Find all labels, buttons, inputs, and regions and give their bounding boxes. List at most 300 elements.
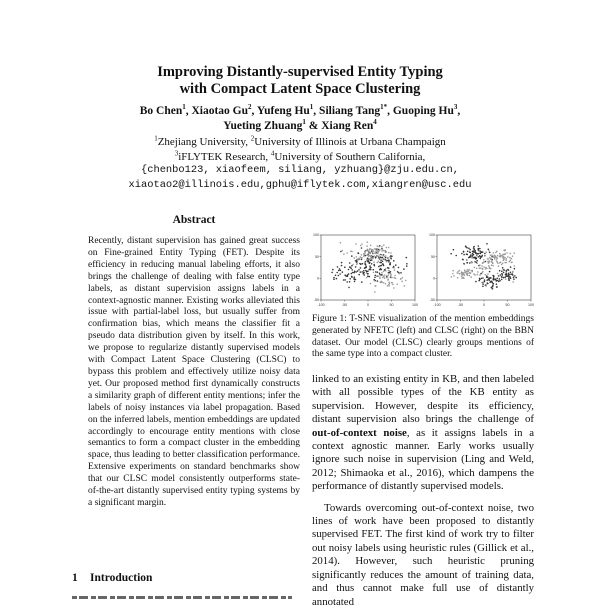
- author-line-1: [0, 104, 600, 119]
- scatter-point: [398, 267, 400, 269]
- scatter-point: [374, 285, 376, 287]
- scatter-point: [484, 281, 486, 283]
- scatter-point: [375, 271, 377, 273]
- scatter-point: [512, 281, 514, 283]
- scatter-point: [492, 263, 494, 265]
- scatter-point: [355, 266, 357, 268]
- affiliation-line-2: [0, 150, 600, 165]
- scatter-point: [388, 267, 390, 269]
- scatter-point: [369, 252, 371, 254]
- scatter-point: [369, 258, 371, 260]
- scatter-point: [487, 276, 489, 278]
- scatter-point: [485, 268, 487, 270]
- scatter-point: [505, 262, 507, 264]
- scatter-point: [493, 279, 495, 281]
- scatter-point: [479, 255, 481, 257]
- scatter-point: [371, 257, 373, 259]
- scatter-point: [374, 275, 376, 277]
- scatter-point: [497, 280, 499, 282]
- scatter-point: [512, 271, 514, 273]
- scatter-point: [480, 267, 482, 269]
- scatter-point: [381, 282, 383, 284]
- scatter-point: [383, 275, 385, 277]
- tsne-scatter-right: [428, 232, 534, 308]
- scatter-point: [387, 279, 389, 281]
- scatter-point: [450, 253, 452, 255]
- scatter-point: [506, 252, 508, 254]
- scatter-point: [495, 252, 497, 254]
- scatter-point: [366, 272, 368, 274]
- scatter-point: [491, 264, 493, 266]
- scatter-point: [464, 272, 466, 274]
- scatter-point: [490, 277, 492, 279]
- scatter-point: [343, 253, 345, 255]
- scatter-point: [347, 274, 349, 276]
- scatter-point: [383, 254, 385, 256]
- scatter-point: [503, 277, 505, 279]
- scatter-point: [386, 261, 388, 263]
- scatter-point: [452, 270, 454, 272]
- affiliation-text: University of Southern California,: [274, 150, 426, 163]
- scatter-point: [381, 246, 383, 248]
- scatter-point: [469, 275, 471, 277]
- scatter-point: [390, 271, 392, 273]
- scatter-point: [476, 254, 478, 256]
- scatter-point: [370, 245, 372, 247]
- scatter-point: [490, 268, 492, 270]
- scatter-point: [354, 281, 356, 283]
- scatter-point: [495, 280, 497, 282]
- scatter-point: [511, 262, 513, 264]
- scatter-point: [501, 271, 503, 273]
- scatter-point: [366, 245, 368, 247]
- scatter-point: [333, 278, 335, 280]
- author-separator: ,: [185, 105, 192, 117]
- scatter-point: [349, 266, 351, 268]
- scatter-point: [508, 278, 510, 280]
- scatter-point: [374, 280, 376, 282]
- author-separator: ,: [251, 105, 257, 117]
- scatter-point: [371, 263, 373, 265]
- scatter-point: [382, 263, 384, 265]
- scatter-point: [487, 282, 489, 284]
- scatter-point: [479, 264, 481, 266]
- scatter-point: [488, 249, 490, 251]
- scatter-point: [482, 283, 484, 285]
- scatter-point: [346, 281, 348, 283]
- scatter-point: [381, 274, 383, 276]
- scatter-point: [491, 254, 493, 256]
- scatter-point: [373, 272, 375, 274]
- scatter-point: [490, 254, 492, 256]
- scatter-point: [388, 270, 390, 272]
- scatter-point: [364, 274, 366, 276]
- scatter-point: [340, 251, 342, 253]
- scatter-point: [363, 272, 365, 274]
- author-name: Xiang Ren: [321, 120, 374, 132]
- scatter-point: [472, 251, 474, 253]
- x-tick-label: -100: [433, 303, 441, 307]
- scatter-point: [508, 276, 510, 278]
- scatter-point: [361, 259, 363, 261]
- scatter-point: [505, 258, 507, 260]
- scatter-point: [356, 264, 358, 266]
- scatter-point: [467, 262, 469, 264]
- scatter-point: [378, 254, 380, 256]
- x-tick-label: -50: [341, 303, 348, 307]
- scatter-point: [376, 255, 378, 257]
- scatter-point: [508, 273, 510, 275]
- author-affiliation-mark: 3: [453, 103, 458, 112]
- author-name: Guoping Hu: [392, 105, 454, 117]
- scatter-point: [350, 267, 352, 269]
- scatter-point: [500, 274, 502, 276]
- scatter-point: [355, 243, 357, 245]
- scatter-point: [360, 271, 362, 273]
- scatter-point: [489, 271, 491, 273]
- scatter-point: [370, 283, 372, 285]
- scatter-point: [404, 285, 406, 287]
- scatter-point: [469, 249, 471, 251]
- scatter-point: [515, 277, 517, 279]
- scatter-point: [380, 256, 382, 258]
- scatter-point: [513, 278, 515, 280]
- scatter-point: [478, 253, 480, 255]
- scatter-point: [367, 250, 369, 252]
- scatter-point: [466, 253, 468, 255]
- scatter-point: [453, 275, 455, 277]
- affiliation-text: iFLYTEK Research,: [178, 150, 271, 163]
- scatter-point: [457, 277, 459, 279]
- scatter-point: [464, 264, 466, 266]
- scatter-point: [368, 256, 370, 258]
- scatter-point: [367, 273, 369, 275]
- scatter-point: [361, 243, 363, 245]
- author-list: [0, 104, 600, 134]
- scatter-point: [374, 255, 376, 257]
- paragraph-text: , as it assigns labels in a context agnostic manner. Early works usually ignore such noise in supervision (Ling and Weld, 2012; Shimaoka et al., 2016), which dampens the performance of distantly supervised models.: [312, 426, 534, 493]
- scatter-point: [469, 273, 471, 275]
- email-line-1: {chenbo123, xiaofeem, siliang, yzhuang}@zju.edu.cn,: [140, 164, 459, 176]
- scatter-point: [480, 251, 482, 253]
- author-affiliation-mark: 1: [309, 103, 314, 112]
- scatter-point: [360, 263, 362, 265]
- scatter-point: [480, 253, 482, 255]
- section-title: Introduction: [90, 572, 153, 584]
- affiliation-mark: 2: [250, 134, 255, 143]
- scatter-point: [492, 265, 494, 267]
- scatter-point: [469, 251, 471, 253]
- scatter-point: [378, 246, 380, 248]
- x-tick-label: 100: [528, 303, 534, 307]
- scatter-point: [496, 278, 498, 280]
- scatter-point: [403, 268, 405, 270]
- scatter-point: [501, 279, 503, 281]
- scatter-point: [393, 260, 395, 262]
- scatter-point: [384, 256, 386, 258]
- scatter-point: [488, 258, 490, 260]
- scatter-point: [349, 278, 351, 280]
- scatter-point: [339, 268, 341, 270]
- scatter-point: [381, 254, 383, 256]
- scatter-point: [465, 245, 467, 247]
- scatter-point: [394, 269, 396, 271]
- scatter-point: [373, 264, 375, 266]
- scatter-point: [495, 257, 497, 259]
- scatter-point: [351, 276, 353, 278]
- scatter-point: [357, 252, 359, 254]
- scatter-point: [367, 241, 369, 243]
- scatter-point: [503, 272, 505, 274]
- scatter-point: [473, 247, 475, 249]
- affiliation-mark: 4: [270, 148, 275, 157]
- scatter-point: [459, 270, 461, 272]
- scatter-point: [474, 251, 476, 253]
- scatter-point: [336, 278, 338, 280]
- scatter-point: [482, 251, 484, 253]
- scatter-point: [479, 248, 481, 250]
- scatter-point: [365, 262, 367, 264]
- scatter-point: [388, 261, 390, 263]
- scatter-point: [459, 273, 461, 275]
- author-affiliation-mark: 2: [248, 103, 252, 112]
- scatter-point: [331, 272, 333, 274]
- scatter-point: [392, 284, 394, 286]
- scatter-point: [354, 270, 356, 272]
- scatter-point: [361, 271, 363, 273]
- scatter-point: [368, 269, 370, 271]
- scatter-point: [507, 256, 509, 258]
- scatter-point: [342, 250, 344, 252]
- scatter-point: [374, 248, 376, 250]
- scatter-point: [509, 257, 511, 259]
- scatter-point: [346, 252, 348, 254]
- scatter-point: [380, 259, 382, 261]
- scatter-point: [386, 247, 388, 249]
- scatter-point: [378, 251, 380, 253]
- scatter-point: [363, 270, 365, 272]
- scatter-point: [391, 282, 393, 284]
- scatter-point: [376, 248, 378, 250]
- scatter-point: [476, 260, 478, 262]
- scatter-point: [475, 281, 477, 283]
- scatter-point: [498, 275, 500, 277]
- scatter-point: [491, 261, 493, 263]
- scatter-point: [351, 251, 353, 253]
- scatter-point: [499, 278, 501, 280]
- scatter-point: [375, 256, 377, 258]
- scatter-point: [476, 268, 478, 270]
- scatter-point: [377, 280, 379, 282]
- scatter-point: [484, 255, 486, 257]
- scatter-point: [468, 257, 470, 259]
- author-separator: ,: [313, 105, 320, 117]
- scatter-point: [381, 272, 383, 274]
- scatter-point: [382, 277, 384, 279]
- scatter-point: [493, 275, 495, 277]
- scatter-point: [389, 264, 391, 266]
- scatter-point: [490, 281, 492, 283]
- scatter-point: [380, 262, 382, 264]
- scatter-point: [462, 259, 464, 261]
- scatter-point: [485, 274, 487, 276]
- y-tick-label: 50: [315, 254, 319, 259]
- x-tick-label: 50: [389, 303, 394, 307]
- scatter-point: [356, 256, 358, 258]
- scatter-point: [366, 254, 368, 256]
- scatter-point: [493, 283, 495, 285]
- author-name: Siliang Tang: [319, 105, 381, 117]
- scatter-point: [485, 285, 487, 287]
- scatter-point: [344, 266, 346, 268]
- scatter-point: [509, 276, 511, 278]
- scatter-point: [498, 265, 500, 267]
- scatter-point: [367, 249, 369, 251]
- author-name: Xiaotao Gu: [191, 105, 249, 117]
- scatter-point: [376, 253, 378, 255]
- scatter-point: [374, 253, 376, 255]
- scatter-point: [497, 273, 499, 275]
- scatter-point: [406, 265, 408, 267]
- scatter-point: [351, 273, 353, 275]
- figure-1: [312, 232, 534, 308]
- scatter-point: [501, 273, 503, 275]
- scatter-point: [335, 275, 337, 277]
- x-tick-label: -50: [457, 303, 464, 307]
- scatter-point: [489, 261, 491, 263]
- scatter-point: [393, 267, 395, 269]
- scatter-point: [479, 274, 481, 276]
- scatter-point: [384, 274, 386, 276]
- scatter-point: [342, 271, 344, 273]
- intro-body-right-column: [312, 373, 534, 609]
- scatter-point: [383, 250, 385, 252]
- scatter-point: [482, 286, 484, 288]
- scatter-point: [509, 279, 511, 281]
- scatter-point: [513, 252, 515, 254]
- tsne-plot-nfetc: [312, 232, 418, 308]
- scatter-point: [383, 258, 385, 260]
- scatter-point: [499, 270, 501, 272]
- scatter-point: [500, 262, 502, 264]
- author-separator: ,: [387, 105, 393, 117]
- scatter-point: [468, 270, 470, 272]
- scatter-point: [339, 273, 341, 275]
- scatter-point: [381, 250, 383, 252]
- scatter-point: [481, 282, 483, 284]
- author-affiliation-mark: 1: [182, 103, 186, 112]
- scatter-point: [509, 261, 511, 263]
- scatter-point: [352, 272, 354, 274]
- scatter-point: [387, 257, 389, 259]
- scatter-point: [390, 273, 392, 275]
- scatter-point: [377, 271, 379, 273]
- scatter-point: [494, 278, 496, 280]
- scatter-point: [400, 272, 402, 274]
- author-affiliation-mark: 4: [373, 118, 377, 127]
- scatter-point: [353, 257, 355, 259]
- scatter-point: [405, 280, 407, 282]
- scatter-point: [388, 285, 390, 287]
- scatter-point: [338, 275, 340, 277]
- scatter-point: [356, 261, 358, 263]
- scatter-point: [476, 263, 478, 265]
- scatter-point: [337, 266, 339, 268]
- scatter-point: [505, 272, 507, 274]
- y-tick-label: -50: [313, 298, 319, 303]
- scatter-point: [379, 273, 381, 275]
- scatter-point: [367, 258, 369, 260]
- scatter-point: [491, 287, 493, 289]
- scatter-point: [387, 285, 389, 287]
- scatter-point: [363, 255, 365, 257]
- scatter-point: [388, 252, 390, 254]
- scatter-point: [368, 253, 370, 255]
- scatter-point: [492, 256, 494, 258]
- scatter-point: [501, 264, 503, 266]
- scatter-point: [505, 274, 507, 276]
- scatter-point: [468, 248, 470, 250]
- scatter-point: [487, 261, 489, 263]
- scatter-point: [382, 261, 384, 263]
- scatter-point: [461, 271, 463, 273]
- scatter-point: [477, 274, 479, 276]
- scatter-point: [380, 282, 382, 284]
- scatter-point: [358, 269, 360, 271]
- scatter-point: [360, 267, 362, 269]
- scatter-point: [360, 245, 362, 247]
- scatter-point: [348, 287, 350, 289]
- scatter-point: [368, 261, 370, 263]
- scatter-point: [384, 277, 386, 279]
- scatter-point: [483, 259, 485, 261]
- scatter-point: [386, 277, 388, 279]
- scatter-point: [487, 273, 489, 275]
- scatter-point: [373, 261, 375, 263]
- scatter-point: [496, 259, 498, 261]
- paragraph: Towards overcoming out-of-context noise, two lines of work have been proposed to distantly supervised FET. The first kind of work try to filter out noisy labels using heuristic rules (Gillick et al., 2014). However, such heuristic pruning significantly reduces the amount of training data, and thus cannot make full use of distantly annotated: [312, 501, 534, 608]
- scatter-point: [488, 250, 490, 252]
- scatter-point: [388, 260, 390, 262]
- scatter-point: [340, 270, 342, 272]
- scatter-point: [474, 261, 476, 263]
- scatter-point: [504, 250, 506, 252]
- scatter-point: [393, 277, 395, 279]
- scatter-point: [482, 262, 484, 264]
- scatter-point: [488, 265, 490, 267]
- scatter-point: [365, 250, 367, 252]
- scatter-point: [491, 259, 493, 261]
- scatter-point: [349, 262, 351, 264]
- scatter-point: [336, 272, 338, 274]
- scatter-point: [499, 256, 501, 258]
- scatter-point: [343, 279, 345, 281]
- scatter-point: [474, 250, 476, 252]
- scatter-point: [461, 253, 463, 255]
- title-line-2: with Compact Latent Space Clustering: [179, 81, 421, 97]
- scatter-point: [509, 253, 511, 255]
- scatter-point: [374, 291, 376, 293]
- scatter-point: [478, 256, 480, 258]
- scatter-point: [474, 257, 476, 259]
- scatter-point: [370, 267, 372, 269]
- scatter-point: [373, 269, 375, 271]
- scatter-point: [499, 280, 501, 282]
- tsne-scatter-left: [312, 232, 418, 308]
- y-tick-label: 50: [431, 254, 435, 259]
- scatter-point: [390, 276, 392, 278]
- scatter-point: [348, 269, 350, 271]
